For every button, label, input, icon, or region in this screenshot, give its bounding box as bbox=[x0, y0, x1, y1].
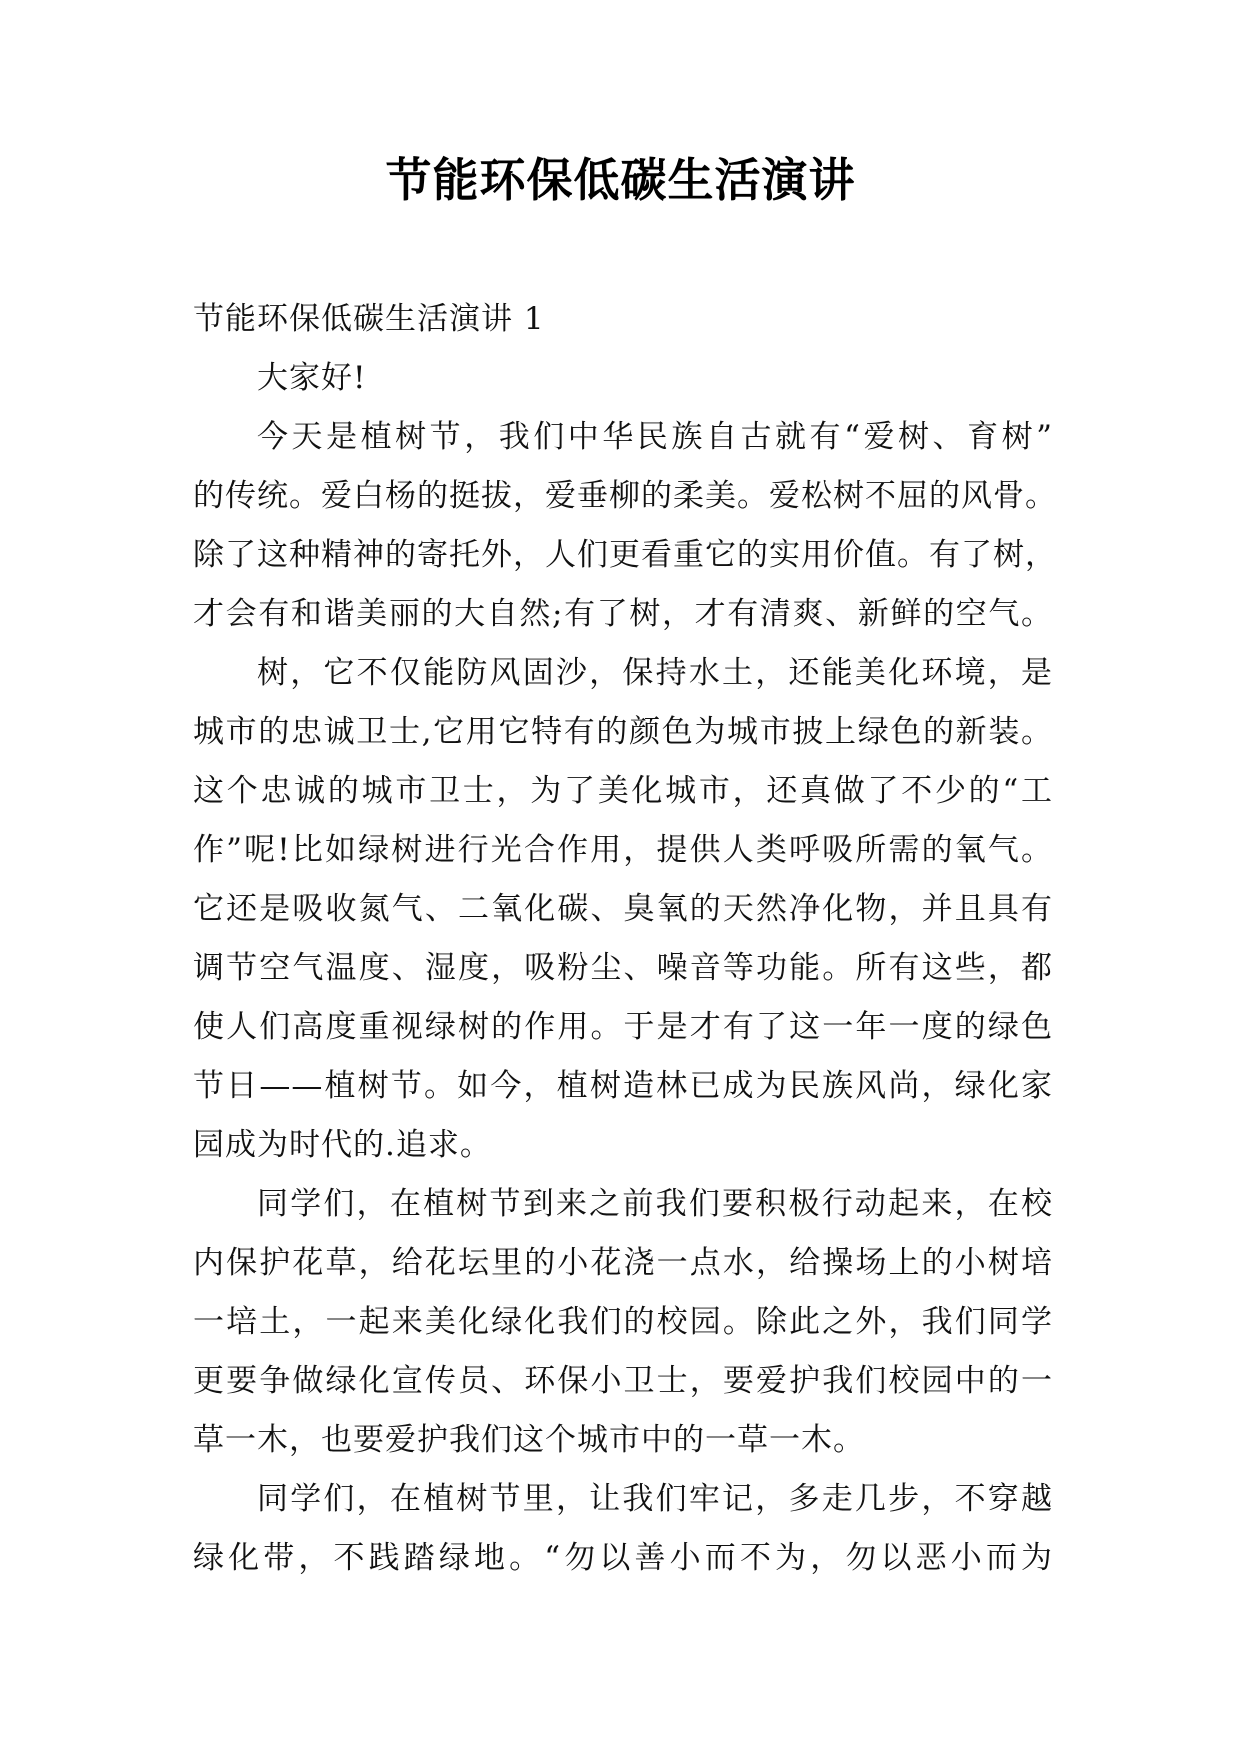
text-line: 同学们，在植树节到来之前我们要积极行动起来，在校 bbox=[257, 1186, 1053, 1222]
text-line: 节能环保低碳生活演讲 1 bbox=[193, 301, 545, 337]
text-line: 同学们，在植树节里，让我们牢记，多走几步，不穿越 bbox=[257, 1481, 1053, 1517]
text-line: 才会有和谐美丽的大自然;有了树，才有清爽、新鲜的空气。 bbox=[193, 596, 1053, 632]
text-line: 它还是吸收氮气、二氧化碳、臭氧的天然净化物，并且具有 bbox=[193, 891, 1053, 927]
text-line: 园成为时代的.追求。 bbox=[193, 1127, 492, 1163]
text-line: 绿化带，不践踏绿地。“勿以善小而不为，勿以恶小而为 bbox=[193, 1540, 1053, 1576]
text-line: 城市的忠诚卫士,它用它特有的颜色为城市披上绿色的新装。 bbox=[193, 714, 1053, 750]
text-line: 调节空气温度、湿度，吸粉尘、噪音等功能。所有这些，都 bbox=[193, 950, 1053, 986]
text-line: 作”呢!比如绿树进行光合作用，提供人类呼吸所需的氧气。 bbox=[193, 832, 1053, 868]
text-line: 除了这种精神的寄托外，人们更看重它的实用价值。有了树， bbox=[193, 537, 1057, 573]
text-line: 内保护花草，给花坛里的小花浇一点水，给操场上的小树培 bbox=[193, 1245, 1053, 1281]
text-line: 一培土，一起来美化绿化我们的校园。除此之外，我们同学 bbox=[193, 1304, 1053, 1340]
text-line: 的传统。爱白杨的挺拔，爱垂柳的柔美。爱松树不屈的风骨。 bbox=[193, 478, 1057, 514]
text-line: 这个忠诚的城市卫士，为了美化城市，还真做了不少的“工 bbox=[193, 773, 1053, 809]
text-line: 大家好! bbox=[257, 360, 367, 396]
text-line: 更要争做绿化宣传员、环保小卫士，要爱护我们校园中的一 bbox=[193, 1363, 1053, 1399]
document-title: 节能环保低碳生活演讲 bbox=[385, 153, 856, 207]
text-line: 使人们高度重视绿树的作用。于是才有了这一年一度的绿色 bbox=[193, 1009, 1053, 1045]
text-line: 节日——植树节。如今，植树造林已成为民族风尚，绿化家 bbox=[193, 1068, 1053, 1104]
document-body bbox=[193, 290, 1057, 1588]
text-line: 草一木，也要爱护我们这个城市中的一草一木。 bbox=[193, 1422, 865, 1458]
text-line: 今天是植树节，我们中华民族自古就有“爱树、育树” bbox=[257, 419, 1053, 455]
text-line: 树，它不仅能防风固沙，保持水土，还能美化环境，是 bbox=[257, 655, 1053, 691]
